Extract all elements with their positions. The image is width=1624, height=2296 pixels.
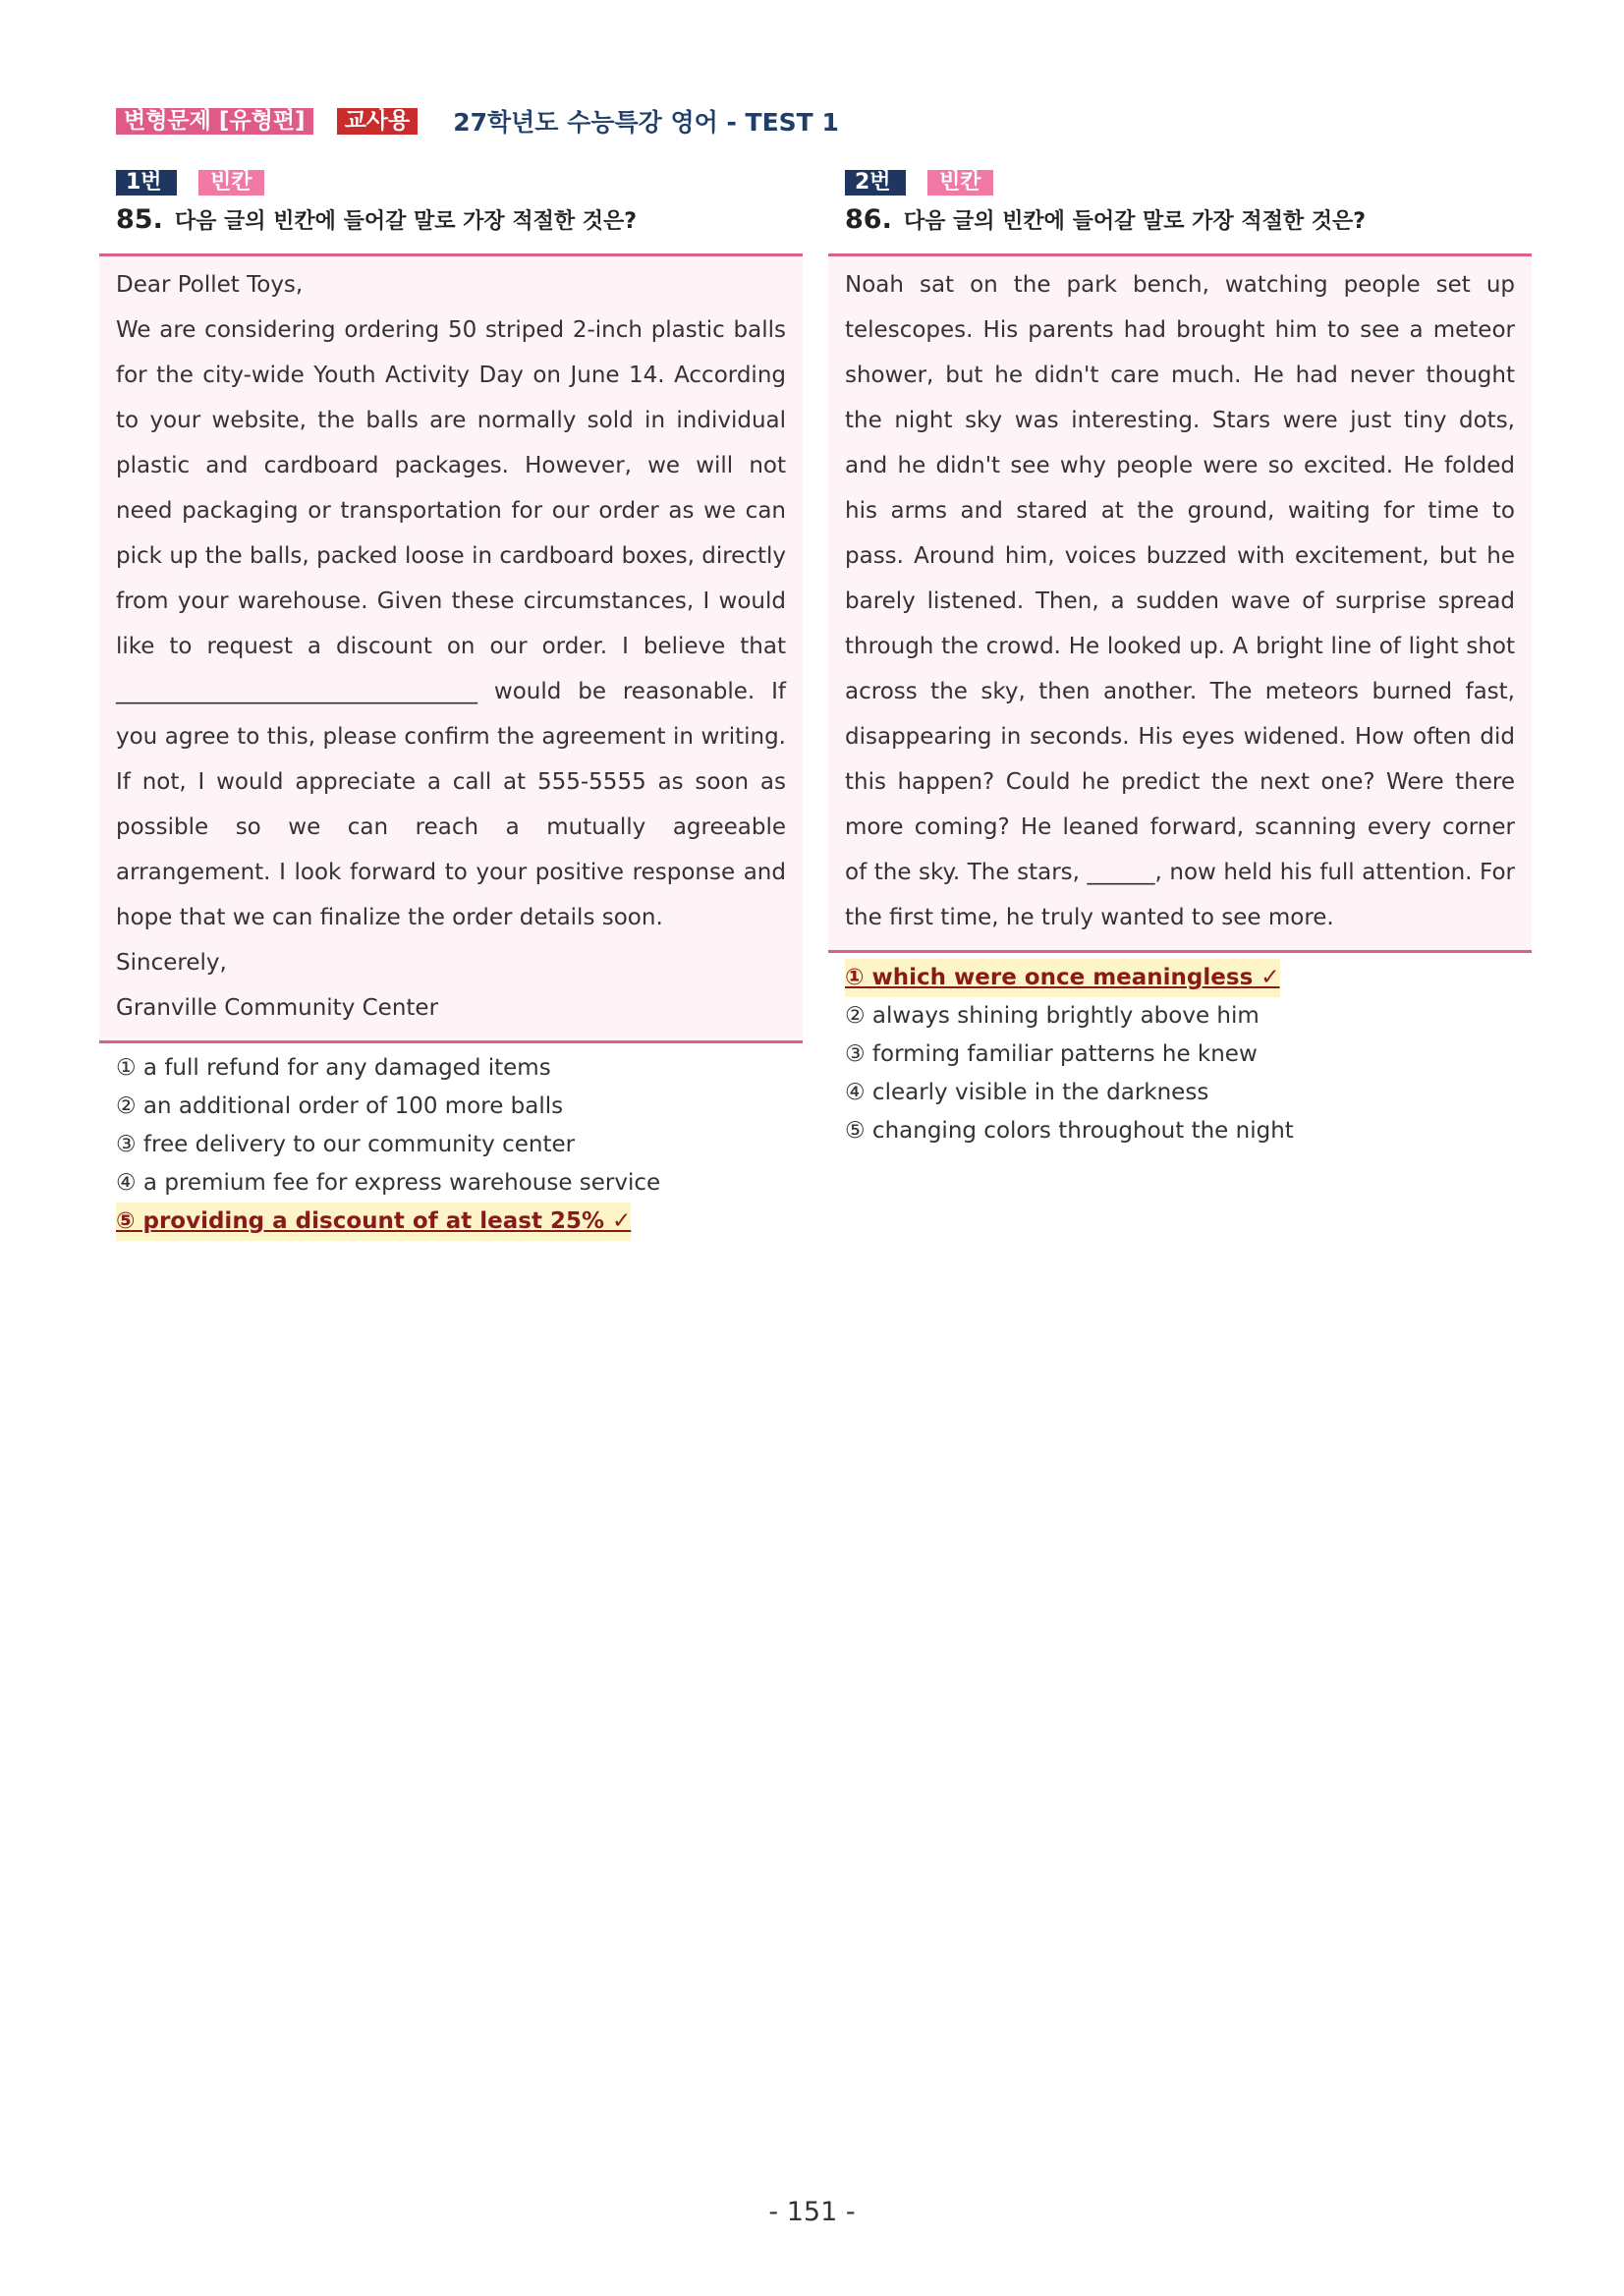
passage-box [99,253,803,1043]
answer-option-1-correct[interactable]: ① which were once meaningless ✓ [845,959,1280,997]
workbook-type-tag: 변형문제 [유형편] [116,108,313,135]
answer-option-4[interactable]: ④ a premium fee for express warehouse service [116,1170,661,1196]
passage-text: Noah sat on the park bench, watching people set up telescopes. His parents had brought him to see a meteor shower, but he didn't care much. He had never thought the night sky was interesting. Stars were just tiny dots, and he didn't see why people were so excited. He folded his arms and stared at the ground, waiting for time to pass. Around him, voices buzzed with excitement, but he barely listened. Then, a sudden wave of surprise spread through the crowd. He looked up. A bright line of light shot across the sky, then another. The meteors burned fast, disappearing in seconds. His eyes widened. How often did this happen? Could he predict the next one? Were there more coming? He leaned forward, scanning every corner of the sky. The stars, ______, now held his full attention. For the first time, he truly wanted to see more. [845,272,1515,930]
question-text: 다음 글의 빈칸에 들어갈 말로 가장 적절한 것은? [174,209,638,234]
passage-text-before-blank: We are considering ordering 50 striped 2-inch plastic balls for the city-wide Youth Activity Day on June 14. According to your website, the balls are normally sold in individual plastic and cardboard packages. However, we will not need packaging or transportation for our order as we can pick up the balls, packed loose in cardboard boxes, directly from your warehouse. Given these circumstances, I would like to request a discount on our order. I believe that [116,317,786,659]
question-prompt [845,204,1532,238]
answer-blank: ________________________________ [116,679,477,704]
teacher-edition-tag: 교사용 [337,108,419,135]
page-number: - 151 - [768,2197,856,2227]
answer-option-5[interactable]: ⑤ changing colors throughout the night [845,1118,1294,1144]
passage-box [828,253,1532,953]
passage-text-after-blank: would be reasonable. If you agree to this, please confirm the agreement in writing. If not, I would appreciate a call at 555-5555 as soon as possible so we can reach a mutually agreeable arrangement. I look forward to your positive response and hope that we can finalize the order details soon. [116,679,786,930]
question-type-tag: 빈칸 [198,170,264,196]
question-number: 86. [845,204,892,235]
answer-option-5-correct[interactable]: ⑤ providing a discount of at least 25% ✓ [116,1203,631,1241]
question-tags [116,169,803,196]
answer-option-2[interactable]: ② always shining brightly above him [845,1003,1260,1029]
letter-salutation: Dear Pollet Toys, [116,272,304,298]
question-prompt [116,204,803,238]
page-title: 27학년도 수능특강 영어 - TEST 1 [453,108,839,137]
question-text: 다음 글의 빈칸에 들어갈 말로 가장 적절한 것은? [903,209,1367,234]
page-header [116,106,839,136]
answer-option-2[interactable]: ② an additional order of 100 more balls [116,1093,564,1119]
answer-option-4[interactable]: ④ clearly visible in the darkness [845,1080,1209,1105]
answer-option-3[interactable]: ③ forming familiar patterns he knew [845,1041,1258,1067]
question-number: 85. [116,204,163,235]
answer-option-1[interactable]: ① a full refund for any damaged items [116,1055,551,1081]
question-tags [845,169,1532,196]
answer-option-3[interactable]: ③ free delivery to our community center [116,1132,576,1157]
question-number-tag: 2번 [845,170,906,196]
letter-closing: Sincerely, [116,950,227,976]
passage-body [116,308,786,940]
question-number-tag: 1번 [116,170,177,196]
question-86 [828,169,1532,1150]
letter-signature: Granville Community Center [116,995,439,1021]
question-type-tag: 빈칸 [927,170,993,196]
answer-options [99,1049,803,1241]
question-85 [99,169,803,1241]
answer-options [828,959,1532,1150]
